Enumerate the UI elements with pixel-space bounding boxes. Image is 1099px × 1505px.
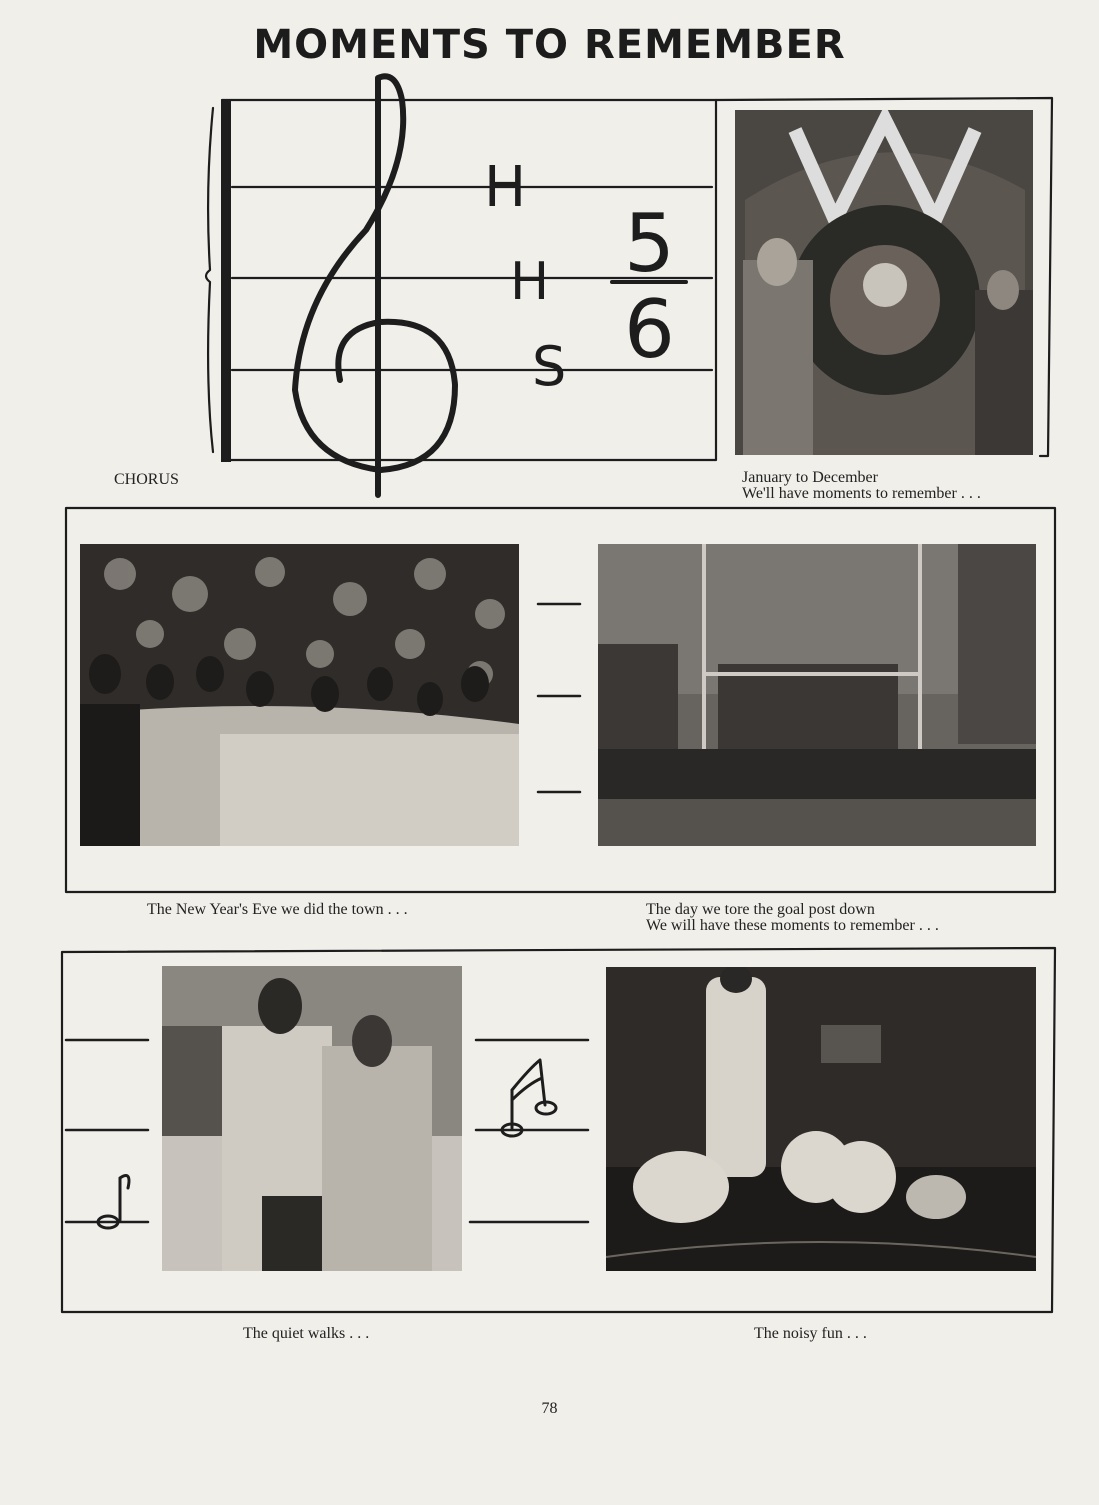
goalpost-caption-line1: The day we tore the goal post down xyxy=(646,901,875,918)
staff-bar xyxy=(221,100,231,462)
staff-dashes xyxy=(538,604,580,792)
treble-clef-icon xyxy=(295,76,455,495)
music-note-icon xyxy=(512,1060,545,1128)
page-number: 78 xyxy=(541,1400,558,1417)
quiet-walks-caption: The quiet walks . . . xyxy=(243,1325,370,1342)
small-note-icon xyxy=(120,1176,129,1220)
wreath-caption-line2: We'll have moments to remember . . . xyxy=(742,485,981,502)
wreath-photo xyxy=(735,110,1033,455)
letter-s: S xyxy=(532,335,567,398)
noisy-fun-caption: The noisy fun . . . xyxy=(754,1325,867,1342)
new-years-caption: The New Year's Eve we did the town . . . xyxy=(147,901,408,918)
quiet-walks-photo xyxy=(162,966,462,1271)
new-years-photo xyxy=(80,544,519,846)
wreath-caption-line1: January to December xyxy=(742,469,878,486)
goal-post-photo xyxy=(598,544,1036,846)
fraction-top: 5 xyxy=(624,197,675,290)
goalpost-caption-line2: We will have these moments to remember . . . xyxy=(646,917,939,934)
noisy-fun-photo xyxy=(606,967,1036,1271)
chorus-label: CHORUS xyxy=(114,471,179,488)
page-title: MOMENTS TO REMEMBER xyxy=(253,22,846,68)
brace-line xyxy=(206,108,213,452)
letter-h-2: H xyxy=(510,252,550,312)
fraction-bottom: 6 xyxy=(624,283,675,376)
letter-h-1: H xyxy=(484,155,527,220)
